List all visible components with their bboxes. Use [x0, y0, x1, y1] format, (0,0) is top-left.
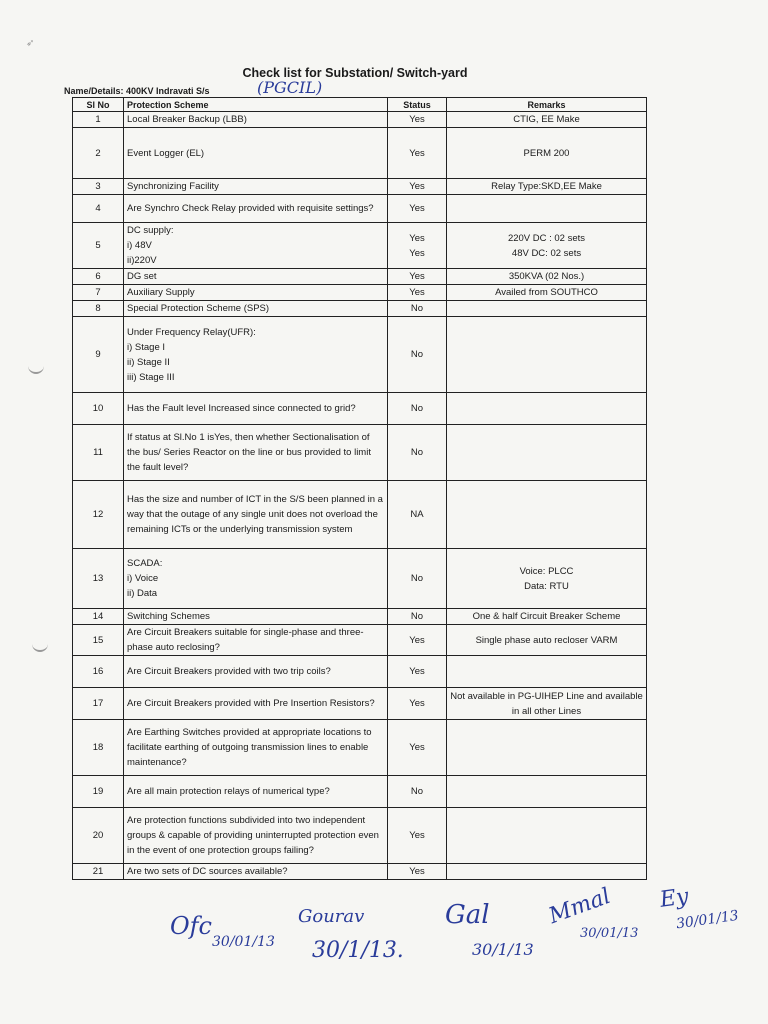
sl-cell: 13	[73, 549, 124, 609]
remarks-cell: CTIG, EE Make	[447, 112, 647, 128]
sc-cell: Are two sets of DC sources available?	[124, 864, 388, 880]
status-cell: No	[388, 776, 447, 808]
pen-mark: ➶	[26, 38, 35, 49]
sc-cell: Auxiliary Supply	[124, 285, 388, 301]
status-cell: Yes Yes	[388, 223, 447, 269]
remarks-cell: Not available in PG-UIHEP Line and available in all other Lines	[447, 688, 647, 720]
sc-cell: Are protection functions subdivided into two independent groups & capable of providing uninterrupted protection even in the event of one protection groups failing?	[124, 808, 388, 864]
status-cell: Yes	[388, 656, 447, 688]
remarks-cell: Relay Type:SKD,EE Make	[447, 179, 647, 195]
table-row	[73, 656, 647, 688]
signature-5-date: 30/01/13	[675, 907, 740, 933]
remarks-cell	[447, 808, 647, 864]
table-row	[73, 223, 647, 269]
table-row	[73, 688, 647, 720]
sl-cell: 2	[73, 128, 124, 179]
sc-cell: Are all main protection relays of numerical type?	[124, 776, 388, 808]
sl-cell: 15	[73, 625, 124, 656]
table-row	[73, 720, 647, 776]
remarks-cell	[447, 656, 647, 688]
sl-cell: 9	[73, 317, 124, 393]
table-row	[73, 112, 647, 128]
remarks-cell	[447, 393, 647, 425]
sl-cell: 5	[73, 223, 124, 269]
status-cell: Yes	[388, 269, 447, 285]
remarks-cell	[447, 481, 647, 549]
sl-cell: 12	[73, 481, 124, 549]
remarks-cell	[447, 720, 647, 776]
status-cell: No	[388, 549, 447, 609]
remarks-cell: PERM 200	[447, 128, 647, 179]
table-row	[73, 609, 647, 625]
signature-1	[170, 912, 212, 940]
status-cell: No	[388, 609, 447, 625]
status-cell: Yes	[388, 195, 447, 223]
sc-cell: Are Synchro Check Relay provided with requisite settings?	[124, 195, 388, 223]
sc-cell: Event Logger (EL)	[124, 128, 388, 179]
signature-2-date: 30/1/13.	[312, 938, 404, 963]
punch-hole-top	[28, 362, 44, 374]
sl-cell: 6	[73, 269, 124, 285]
signature-1-date: 30/01/13	[212, 934, 275, 950]
status-cell: No	[388, 301, 447, 317]
table-row	[73, 317, 647, 393]
status-cell: Yes	[388, 625, 447, 656]
sc-cell: Synchronizing Facility	[124, 179, 388, 195]
signature-1-name: Ofc	[170, 912, 212, 940]
signature-5	[658, 884, 690, 913]
table-row	[73, 625, 647, 656]
signature-4	[546, 884, 614, 929]
table-row	[73, 285, 647, 301]
name-details: Name/Details: 400KV Indravati S/s	[64, 86, 210, 96]
sc-cell: If status at Sl.No 1 isYes, then whether Sectionalisation of the bus/ Series Reactor on the line or bus provided to limit the fault level?	[124, 425, 388, 481]
header-protection-scheme: Protection Scheme	[124, 98, 388, 112]
remarks-cell	[447, 301, 647, 317]
sc-cell: Has the size and number of ICT in the S/S been planned in a way that the outage of any single unit does not overload the remaining ICTs or the underlying transmission system	[124, 481, 388, 549]
header-status: Status	[388, 98, 447, 112]
sc-cell: Are Circuit Breakers provided with Pre Insertion Resistors?	[124, 688, 388, 720]
sl-cell: 14	[73, 609, 124, 625]
header-sl-no: Sl No	[73, 98, 124, 112]
signature-3-date: 30/1/13	[472, 940, 534, 959]
header-row	[73, 98, 647, 112]
handwritten-note: (PGCIL)	[257, 78, 323, 97]
remarks-cell	[447, 776, 647, 808]
sc-cell: DC supply: i) 48V ii)220V	[124, 223, 388, 269]
sl-cell: 18	[73, 720, 124, 776]
remarks-cell: 350KVA (02 Nos.)	[447, 269, 647, 285]
sl-cell: 19	[73, 776, 124, 808]
status-cell: Yes	[388, 720, 447, 776]
remarks-cell	[447, 195, 647, 223]
remarks-cell: Single phase auto recloser VARM	[447, 625, 647, 656]
status-cell: Yes	[388, 864, 447, 880]
remarks-cell: 220V DC : 02 sets 48V DC: 02 sets	[447, 223, 647, 269]
status-cell: Yes	[388, 285, 447, 301]
sl-cell: 16	[73, 656, 124, 688]
table-row	[73, 179, 647, 195]
table-row	[73, 301, 647, 317]
remarks-cell	[447, 317, 647, 393]
status-cell: Yes	[388, 688, 447, 720]
sc-cell: Are Earthing Switches provided at appropriate locations to facilitate earthing of outgoing transmission lines to enable maintenance?	[124, 720, 388, 776]
sl-cell: 20	[73, 808, 124, 864]
sc-cell: Special Protection Scheme (SPS)	[124, 301, 388, 317]
sc-cell: Are Circuit Breakers suitable for single-phase and three-phase auto reclosing?	[124, 625, 388, 656]
table-row	[73, 864, 647, 880]
signature-2	[298, 906, 364, 927]
remarks-cell	[447, 864, 647, 880]
table-row	[73, 425, 647, 481]
signature-5-name: Ey	[658, 884, 691, 913]
status-cell: Yes	[388, 112, 447, 128]
checklist-table	[72, 97, 647, 880]
sl-cell: 17	[73, 688, 124, 720]
sl-cell: 3	[73, 179, 124, 195]
sc-cell: Has the Fault level Increased since connected to grid?	[124, 393, 388, 425]
table-row	[73, 776, 647, 808]
table-row	[73, 128, 647, 179]
header-remarks: Remarks	[447, 98, 647, 112]
sl-cell: 10	[73, 393, 124, 425]
sl-cell: 11	[73, 425, 124, 481]
remarks-cell: Availed from SOUTHCO	[447, 285, 647, 301]
sc-cell: SCADA: i) Voice ii) Data	[124, 549, 388, 609]
sl-cell: 1	[73, 112, 124, 128]
table-row	[73, 808, 647, 864]
table-row	[73, 549, 647, 609]
status-cell: No	[388, 425, 447, 481]
table-row	[73, 393, 647, 425]
status-cell: Yes	[388, 179, 447, 195]
sl-cell: 8	[73, 301, 124, 317]
status-cell: No	[388, 393, 447, 425]
status-cell: Yes	[388, 808, 447, 864]
status-cell: Yes	[388, 128, 447, 179]
sc-cell: Are Circuit Breakers provided with two trip coils?	[124, 656, 388, 688]
sl-cell: 7	[73, 285, 124, 301]
sl-cell: 4	[73, 195, 124, 223]
sc-cell: Local Breaker Backup (LBB)	[124, 112, 388, 128]
signature-3-name: Gal	[445, 900, 490, 930]
table-row	[73, 195, 647, 223]
table-row	[73, 481, 647, 549]
signature-2-name: Gourav	[298, 906, 365, 927]
remarks-cell	[447, 425, 647, 481]
page-title: Check list for Substation/ Switch-yard	[242, 66, 468, 80]
table-row	[73, 269, 647, 285]
status-cell: NA	[388, 481, 447, 549]
sc-cell: Under Frequency Relay(UFR): i) Stage I ii) Stage II iii) Stage III	[124, 317, 388, 393]
remarks-cell: Voice: PLCC Data: RTU	[447, 549, 647, 609]
sc-cell: DG set	[124, 269, 388, 285]
signature-3	[445, 900, 490, 930]
signature-4-name: Mmal	[545, 883, 614, 930]
punch-hole-bottom	[32, 640, 48, 652]
sc-cell: Switching Schemes	[124, 609, 388, 625]
signature-4-date: 30/01/13	[580, 926, 639, 941]
remarks-cell: One & half Circuit Breaker Scheme	[447, 609, 647, 625]
sl-cell: 21	[73, 864, 124, 880]
status-cell: No	[388, 317, 447, 393]
